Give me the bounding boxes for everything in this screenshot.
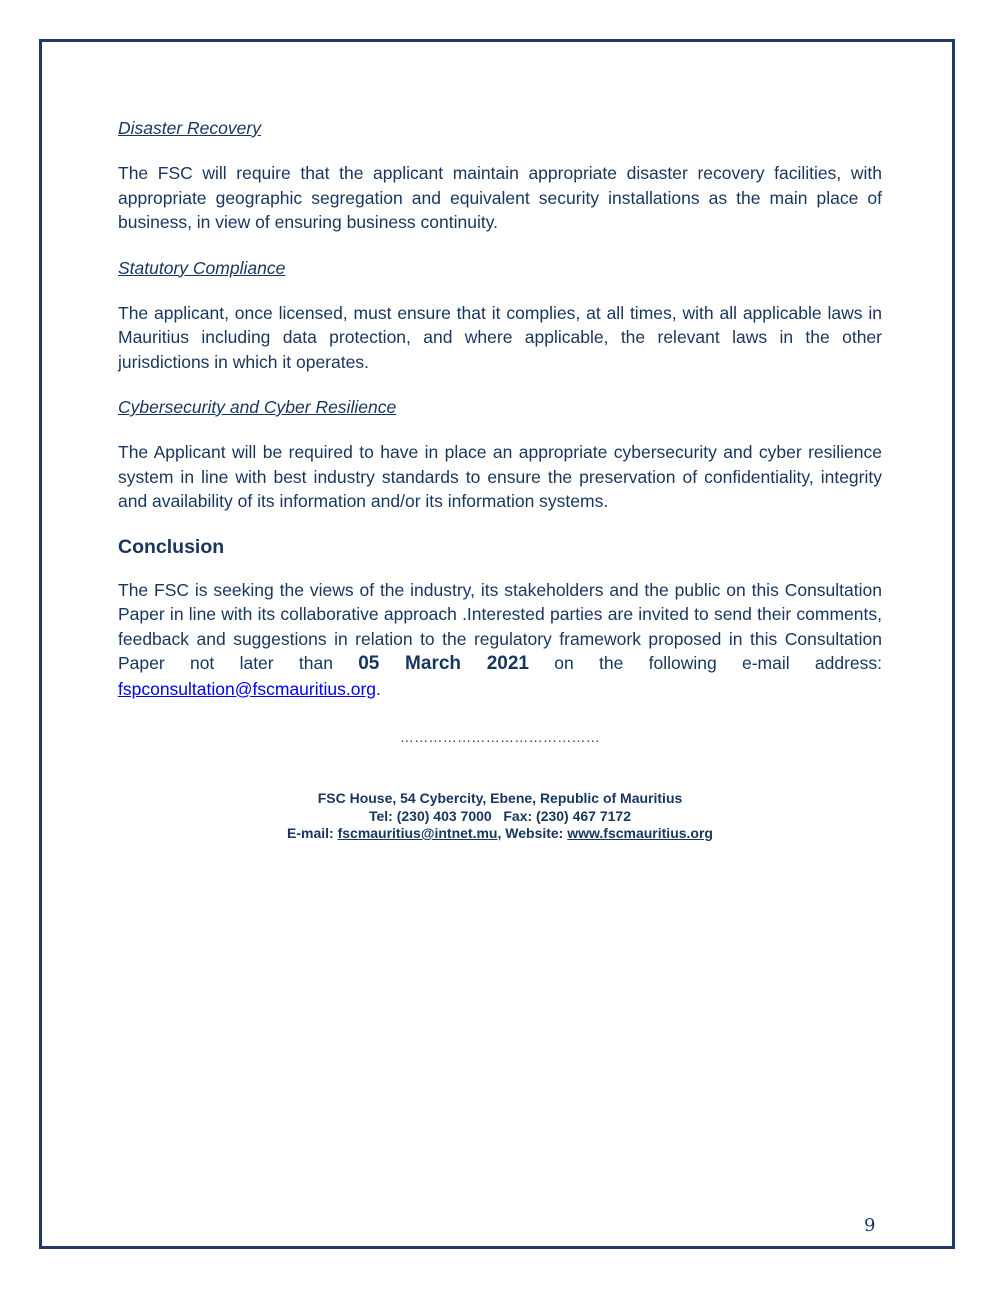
conclusion-text-start: The FSC is seeking the views of the industry, its stakeholders and the public on this Consultation Paper in line with its collaborative approach .Interested parties are invited to send their comments, feedback and suggestions in relation to the regulatory framework proposed in this Consultation Paper not later than (118, 579, 882, 673)
dotted-separator: …………………………………… (399, 729, 601, 745)
disaster-recovery-paragraph: The FSC will require that the applicant maintain appropriate disaster recovery facilities, with appropriate geographic segregation and equivalent security installations as the main place of business, in view of ensuring business continuity. (118, 163, 882, 232)
cybersecurity-heading: Cybersecurity and Cyber Resilience (118, 397, 397, 417)
cybersecurity-paragraph: The Applicant will be required to have in place an appropriate cybersecurity and cyber resilience system in line with best industry standards to ensure the preservation of confidentiality, integrity and availability of its information and/or its information systems. (118, 442, 882, 511)
footer-email-label: E-mail: (287, 825, 338, 841)
footer-phone-fax: Tel: (230) 403 7000 Fax: (230) 467 7172 (368, 807, 631, 824)
document-body (118, 115, 882, 701)
deadline-date: 05 March 2021 (358, 653, 529, 674)
page-number: 9 (864, 1215, 876, 1236)
statutory-compliance-heading: Statutory Compliance (118, 257, 286, 278)
footer-website-label: , Website: (497, 825, 568, 841)
footer-address: FSC House, 54 Cybercity, Ebene, Republic of Mauritius (317, 790, 683, 806)
footer-contact (0, 790, 1000, 843)
footer-email-website-line (0, 825, 1000, 843)
consultation-email-link[interactable]: fspconsultation@fscmauritius.org (118, 678, 377, 699)
disaster-recovery-heading: Disaster Recovery (118, 118, 261, 138)
footer-website-link[interactable]: www.fscmauritius.org (567, 825, 713, 841)
statutory-compliance-paragraph: The applicant, once licensed, must ensure that it complies, at all times, with all applicable laws in Mauritius including data protection, and where applicable, the relevant laws in the other jurisdictions in which it operates. (118, 302, 882, 372)
footer-email-link[interactable]: fscmauritius@intnet.mu (337, 825, 498, 841)
conclusion-text-end: . (376, 678, 381, 699)
conclusion-text-middle: on the following e-mail address: (528, 653, 883, 673)
conclusion-heading: Conclusion (118, 535, 225, 558)
conclusion-paragraph (118, 578, 882, 702)
